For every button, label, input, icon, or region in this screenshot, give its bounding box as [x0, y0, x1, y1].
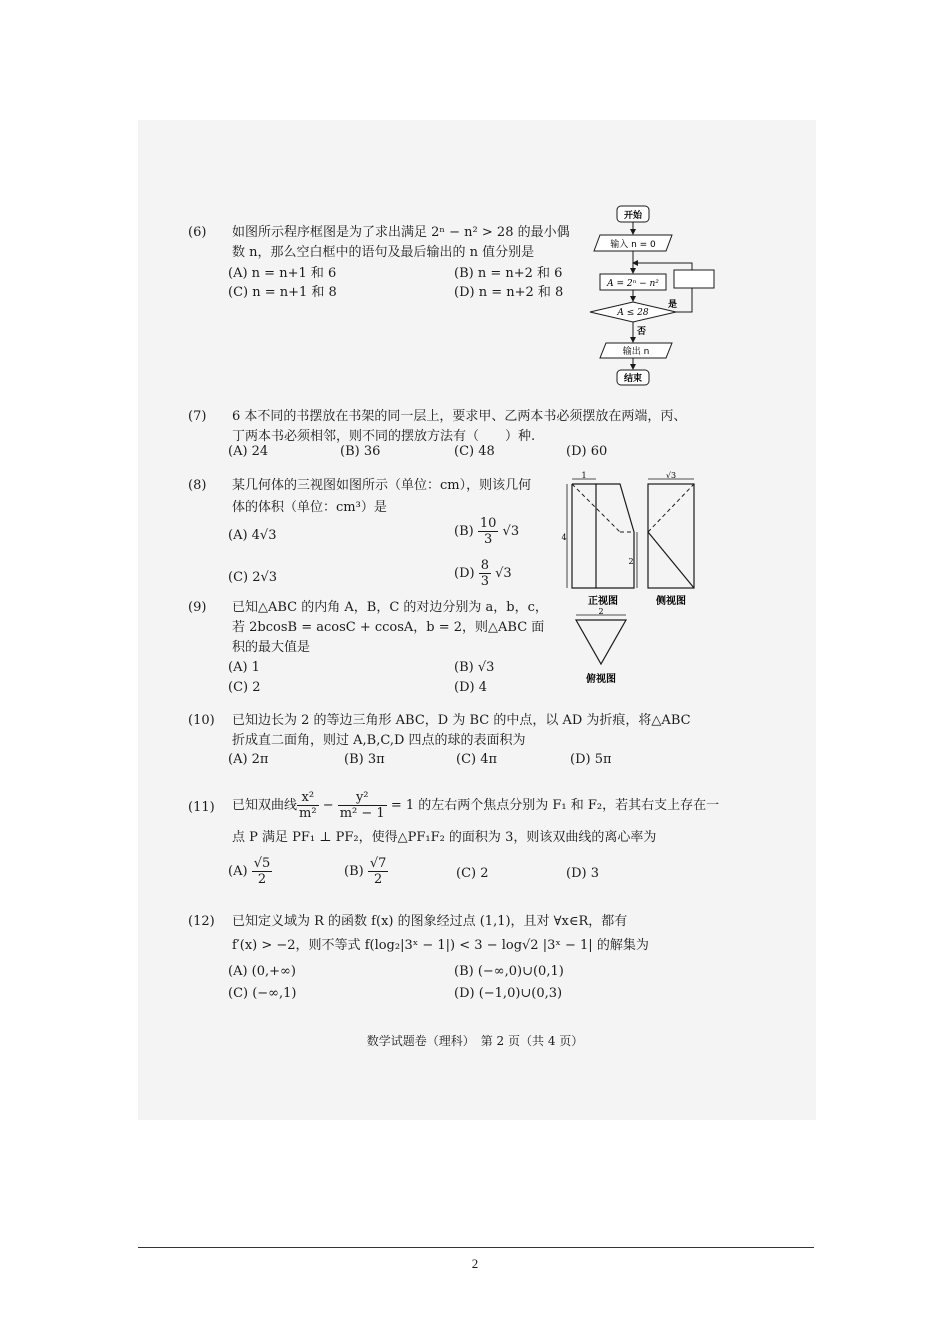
fraction-denominator: 2	[373, 872, 383, 887]
question-text-line: 体的体积（单位：cm³）是	[232, 500, 387, 515]
fraction	[368, 856, 389, 887]
dim-1-label: 1	[581, 471, 587, 480]
option-tail: √3	[495, 566, 512, 581]
option-d	[454, 558, 512, 589]
question-number: (8)	[188, 478, 207, 493]
question-text-line: 积的最大值是	[232, 640, 311, 655]
fraction-numerator: 8	[480, 558, 489, 573]
fraction	[252, 856, 273, 887]
question-number: (11)	[188, 800, 215, 815]
option-a: (A) 1	[228, 660, 260, 675]
option-a	[228, 856, 272, 887]
side-view-edge	[648, 532, 694, 588]
assign-label: A = 2ⁿ − n²	[607, 279, 659, 289]
option-label: (A)	[228, 864, 248, 879]
exam-footer: 数学试题卷（理科） 第 2 页（共 4 页）	[366, 1034, 584, 1048]
dim-top-label: 2	[598, 607, 604, 616]
three-views-figure	[560, 470, 710, 688]
blank-statement-box	[674, 270, 714, 288]
side-view-caption: 侧视图	[656, 596, 686, 607]
question-number: (7)	[188, 409, 207, 424]
question-text-line: f′(x) > −2，则不等式 f(log₂|3ˣ − 1|) < 3 − log√2 |3ˣ − 1| 的解集为	[232, 938, 649, 953]
fraction	[297, 790, 319, 821]
question-12	[188, 912, 718, 956]
question-11	[188, 790, 718, 850]
fraction-numerator: √5	[253, 856, 271, 871]
option-c: (C) (−∞,1)	[228, 986, 297, 1001]
flowchart-figure	[588, 203, 720, 389]
option-d: (D) n = n+2 和 8	[454, 285, 564, 300]
start-label: 开始	[623, 211, 643, 221]
option-a: (A) 2π	[228, 752, 269, 767]
option-c: (C) 2	[456, 866, 489, 881]
option-d: (D) 4	[454, 680, 487, 695]
option-b: (B) 36	[340, 444, 381, 459]
question-10	[188, 711, 718, 755]
question-number: (9)	[188, 600, 207, 615]
input-label: 输入 n = 0	[610, 240, 656, 250]
footer-divider	[138, 1247, 814, 1248]
question-text-line: 折成直二面角，则过 A,B,C,D 四点的球的表面积为	[232, 733, 526, 748]
question-text-line: 点 P 满足 PF₁ ⊥ PF₂，使得△PF₁F₂ 的面积为 3，则该双曲线的离心率为	[232, 830, 657, 845]
option-b: (B) (−∞,0)∪(0,1)	[454, 964, 564, 979]
option-d: (D) (−1,0)∪(0,3)	[454, 986, 563, 1001]
front-view-left-part	[572, 484, 596, 588]
text-segment: 已知双曲线	[232, 798, 298, 813]
fraction	[478, 516, 499, 547]
yes-label: 是	[668, 300, 678, 310]
no-label: 否	[637, 327, 647, 337]
option-d: (D) 5π	[570, 752, 612, 767]
option-d: (D) 3	[566, 866, 599, 881]
question-text-line: 丁两本书必须相邻，则不同的摆放方法有（ ）种.	[232, 429, 536, 444]
dim-4-label: 4	[561, 533, 567, 542]
fraction-numerator: y²	[338, 790, 387, 806]
option-a: (A) 24	[228, 444, 269, 459]
option-b: (B) 3π	[344, 752, 385, 767]
fraction-denominator: 2	[257, 872, 267, 887]
option-label: (B)	[454, 524, 474, 539]
text-segment: −	[318, 798, 338, 813]
fraction-denominator: m² − 1	[339, 806, 385, 821]
page-number: 2	[471, 1256, 479, 1271]
question-text-line	[232, 790, 719, 821]
option-tail: √3	[502, 524, 520, 539]
question-text-line: 已知定义域为 R 的函数 f(x) 的图象经过点 (1,1)，且对 ∀x∈R，都有	[232, 914, 628, 929]
front-view-caption: 正视图	[588, 596, 618, 607]
question-number: (12)	[188, 914, 215, 929]
fraction-denominator: m²	[299, 806, 317, 821]
fraction	[479, 558, 491, 589]
option-c: (C) 2√3	[228, 570, 278, 585]
option-b: (B) √3	[454, 660, 495, 675]
question-number: (6)	[188, 225, 207, 240]
text-segment: = 1 的左右两个焦点分别为 F₁ 和 F₂，若其右支上存在一	[386, 798, 720, 813]
fraction-denominator: 3	[483, 532, 493, 547]
output-label: 输出 n	[622, 347, 650, 357]
side-view-rect	[648, 484, 694, 588]
option-c: (C) n = n+1 和 8	[228, 285, 337, 300]
option-b	[344, 856, 388, 887]
fraction-numerator: x²	[297, 790, 319, 806]
question-text-line: 已知△ABC 的内角 A，B，C 的对边分别为 a，b，c，	[232, 600, 548, 615]
question-text-line: 若 2bcosB = acosC + ccosA，b = 2，则△ABC 面	[232, 620, 545, 635]
question-9	[188, 598, 558, 662]
option-a: (A) (0,+∞)	[228, 964, 296, 979]
question-8	[188, 476, 568, 520]
option-d: (D) 60	[566, 444, 608, 459]
dim-sqrt3-label: √3	[665, 471, 677, 480]
top-view-caption: 俯视图	[586, 674, 616, 685]
fraction-numerator: 10	[479, 516, 497, 531]
option-c: (C) 2	[228, 680, 261, 695]
option-c: (C) 48	[454, 444, 495, 459]
question-text-line: 如图所示程序框图是为了求出满足 2ⁿ − n² > 28 的最小偶	[232, 225, 570, 240]
option-label: (B)	[344, 864, 364, 879]
option-a: (A) 4√3	[228, 528, 277, 543]
question-number: (10)	[188, 713, 215, 728]
question-text-line: 数 n，那么空白框中的语句及最后输出的 n 值分别是	[232, 245, 535, 260]
option-b: (B) n = n+2 和 6	[454, 266, 563, 281]
condition-label: A ≤ 28	[617, 308, 649, 318]
end-label: 结束	[623, 374, 643, 384]
top-view-triangle	[576, 620, 626, 664]
option-b	[454, 516, 519, 547]
fraction-denominator: 3	[480, 574, 489, 589]
option-a: (A) n = n+1 和 6	[228, 266, 337, 281]
question-text-line: 已知边长为 2 的等边三角形 ABC，D 为 BC 的中点，以 AD 为折痕，将△ABC	[232, 713, 691, 728]
fraction	[338, 790, 387, 821]
dim-2-label: 2	[628, 557, 634, 566]
question-text-line: 6 本不同的书摆放在书架的同一层上，要求甲、乙两本书必须摆放在两端，丙、	[232, 409, 687, 424]
front-view-right-part	[596, 484, 634, 588]
option-c: (C) 4π	[456, 752, 498, 767]
option-label: (D)	[454, 566, 475, 581]
side-view-hidden-edge	[648, 484, 694, 532]
question-text-line: 某几何体的三视图如图所示（单位：cm），则该几何	[232, 478, 532, 493]
fraction-numerator: √7	[369, 856, 387, 871]
